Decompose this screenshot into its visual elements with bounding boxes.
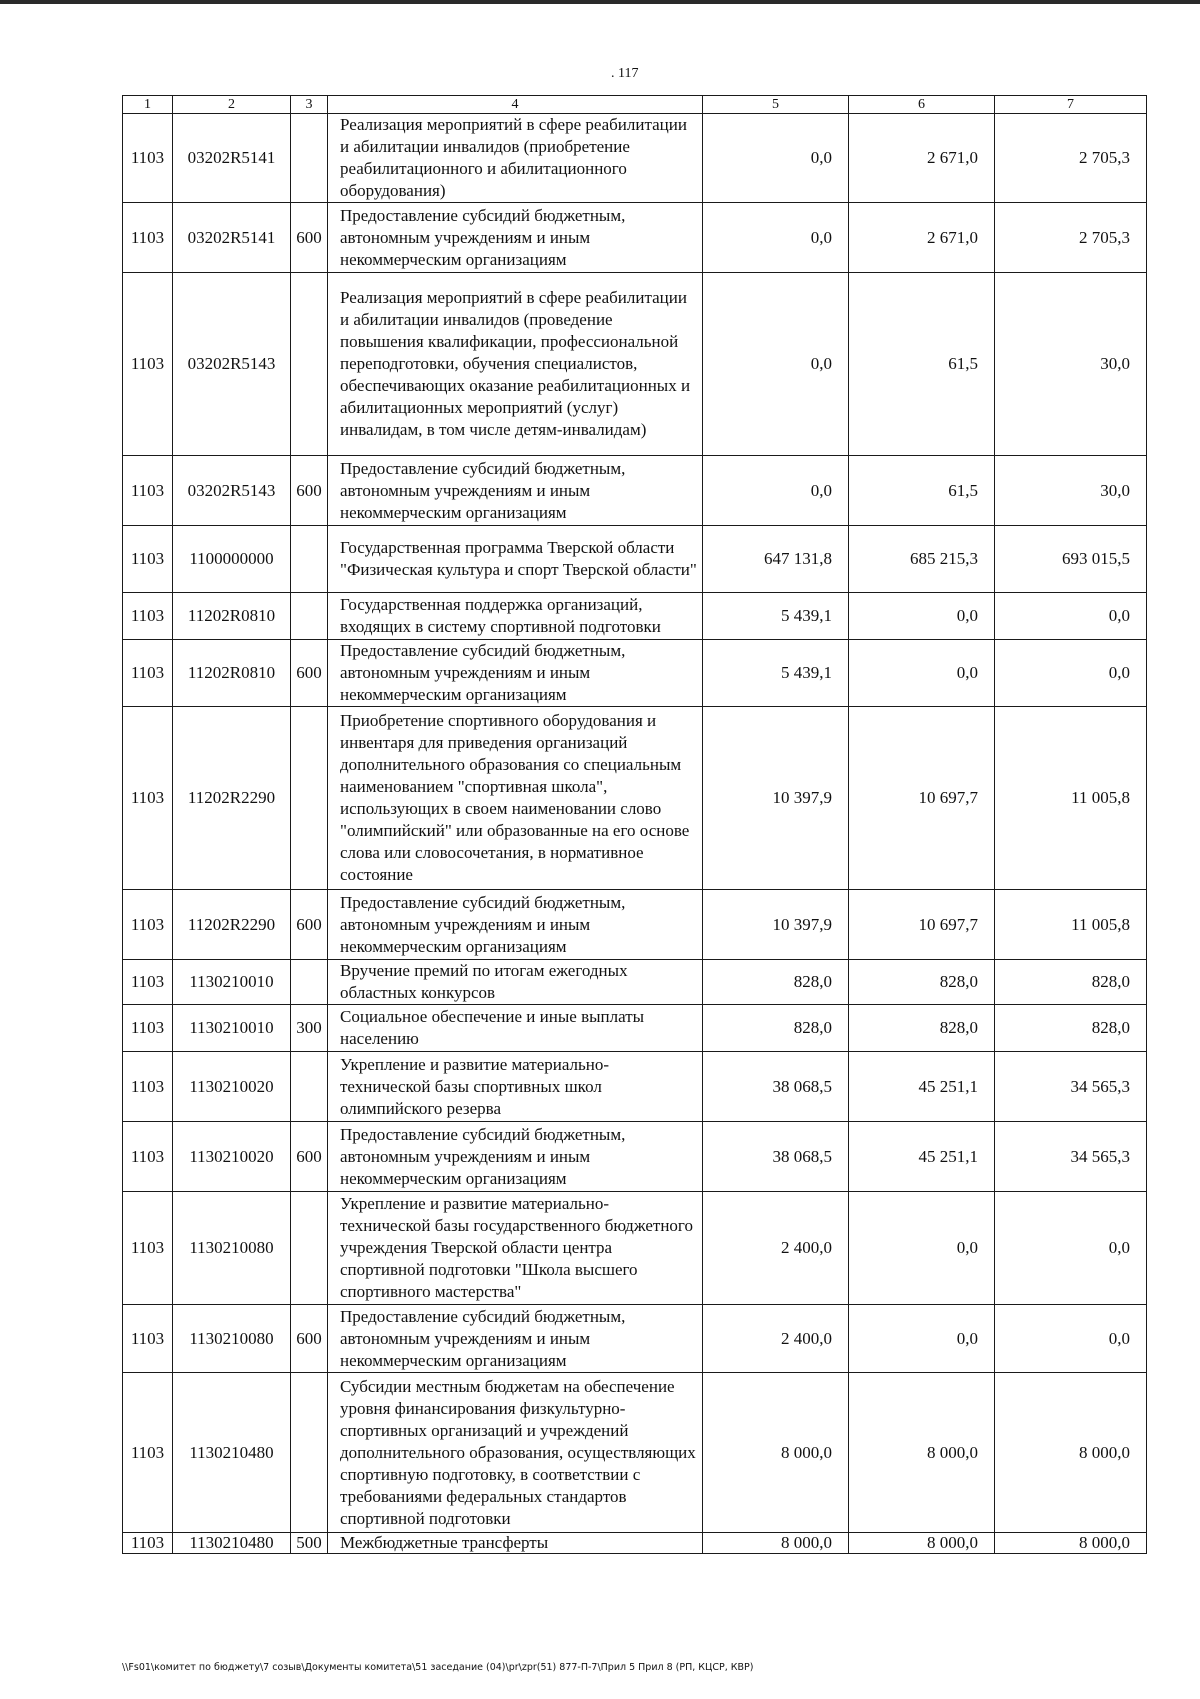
amount-col-7: 0,0	[995, 640, 1147, 707]
expense-type-code: 600	[291, 640, 328, 707]
expense-type-code: 600	[291, 456, 328, 526]
amount-col-6: 10 697,7	[849, 890, 995, 960]
header-col-3: 3	[291, 96, 328, 114]
amount-col-5: 38 068,5	[703, 1052, 849, 1122]
section-code: 1103	[123, 526, 173, 593]
amount-col-5: 2 400,0	[703, 1192, 849, 1305]
target-article-code: 1130210020	[173, 1052, 291, 1122]
expense-type-code	[291, 273, 328, 456]
amount-col-6: 828,0	[849, 960, 995, 1005]
table-row	[123, 1005, 1147, 1052]
target-article-code: 1130210480	[173, 1373, 291, 1533]
section-code: 1103	[123, 456, 173, 526]
amount-col-6: 61,5	[849, 456, 995, 526]
table-row	[123, 890, 1147, 960]
table-row	[123, 593, 1147, 640]
amount-col-5: 5 439,1	[703, 593, 849, 640]
item-name: Социальное обеспечение и иные выплаты населению	[328, 1005, 703, 1052]
amount-col-5: 10 397,9	[703, 890, 849, 960]
amount-col-6: 8 000,0	[849, 1533, 995, 1554]
table-row	[123, 1533, 1147, 1554]
amount-col-6: 0,0	[849, 1305, 995, 1373]
amount-col-5: 38 068,5	[703, 1122, 849, 1192]
amount-col-6: 685 215,3	[849, 526, 995, 593]
amount-col-7: 2 705,3	[995, 114, 1147, 203]
amount-col-5: 8 000,0	[703, 1533, 849, 1554]
section-code: 1103	[123, 1192, 173, 1305]
amount-col-7: 0,0	[995, 1305, 1147, 1373]
amount-col-7: 11 005,8	[995, 890, 1147, 960]
header-col-4: 4	[328, 96, 703, 114]
column-number-row	[123, 96, 1147, 114]
section-code: 1103	[123, 890, 173, 960]
amount-col-7: 8 000,0	[995, 1373, 1147, 1533]
amount-col-5: 0,0	[703, 273, 849, 456]
target-article-code: 1130210010	[173, 960, 291, 1005]
amount-col-6: 45 251,1	[849, 1052, 995, 1122]
amount-col-7: 11 005,8	[995, 707, 1147, 890]
expense-type-code: 500	[291, 1533, 328, 1554]
target-article-code: 03202R5141	[173, 114, 291, 203]
section-code: 1103	[123, 1533, 173, 1554]
expense-type-code: 300	[291, 1005, 328, 1052]
section-code: 1103	[123, 1122, 173, 1192]
table-row	[123, 114, 1147, 203]
item-name: Предоставление субсидий бюджетным, автономным учреждениям и иным некоммерческим организациям	[328, 1122, 703, 1192]
amount-col-6: 2 671,0	[849, 114, 995, 203]
target-article-code: 11202R2290	[173, 890, 291, 960]
expense-type-code	[291, 1052, 328, 1122]
table-row	[123, 640, 1147, 707]
item-name: Вручение премий по итогам ежегодных областных конкурсов	[328, 960, 703, 1005]
amount-col-6: 0,0	[849, 593, 995, 640]
table-row	[123, 707, 1147, 890]
item-name: Реализация мероприятий в сфере реабилитации и абилитации инвалидов (приобретение реабилитационного и абилитационного оборудования)	[328, 114, 703, 203]
amount-col-6: 45 251,1	[849, 1122, 995, 1192]
amount-col-7: 30,0	[995, 273, 1147, 456]
amount-col-7: 0,0	[995, 1192, 1147, 1305]
amount-col-5: 0,0	[703, 203, 849, 273]
target-article-code: 03202R5141	[173, 203, 291, 273]
section-code: 1103	[123, 273, 173, 456]
table-row	[123, 456, 1147, 526]
target-article-code: 1100000000	[173, 526, 291, 593]
target-article-code: 1130210080	[173, 1192, 291, 1305]
budget-table	[122, 95, 1147, 1554]
item-name: Реализация мероприятий в сфере реабилитации и абилитации инвалидов (проведение повышения квалификации, профессиональной переподготовки, обучения специалистов, обеспечивающих оказание реабилитационных и абилитационных мероприятий (услуг) инвалидам, в том числе детям-инвалидам)	[328, 273, 703, 456]
amount-col-7: 34 565,3	[995, 1122, 1147, 1192]
item-name: Приобретение спортивного оборудования и инвентаря для приведения организаций дополнительного образования со специальным наименованием "спортивная школа", использующих в своем наименовании слово "олимпийский" или образованные на его основе слова или словосочетания, в нормативное состояние	[328, 707, 703, 890]
expense-type-code	[291, 707, 328, 890]
target-article-code: 1130210010	[173, 1005, 291, 1052]
amount-col-5: 10 397,9	[703, 707, 849, 890]
amount-col-7: 693 015,5	[995, 526, 1147, 593]
table-row	[123, 1052, 1147, 1122]
expense-type-code	[291, 526, 328, 593]
section-code: 1103	[123, 203, 173, 273]
section-code: 1103	[123, 960, 173, 1005]
section-code: 1103	[123, 707, 173, 890]
item-name: Предоставление субсидий бюджетным, автономным учреждениям и иным некоммерческим организациям	[328, 640, 703, 707]
table-row	[123, 273, 1147, 456]
item-name: Субсидии местным бюджетам на обеспечение уровня финансирования физкультурно-спортивных организаций и учреждений дополнительного образования, осуществляющих спортивную подготовку, в соответствии с требованиями федеральных стандартов спортивной подготовки	[328, 1373, 703, 1533]
amount-col-5: 828,0	[703, 1005, 849, 1052]
top-border-line	[0, 0, 1200, 4]
expense-type-code: 600	[291, 1122, 328, 1192]
table-row	[123, 203, 1147, 273]
section-code: 1103	[123, 640, 173, 707]
table-row	[123, 960, 1147, 1005]
item-name: Укрепление и развитие материально-технической базы спортивных школ олимпийского резерва	[328, 1052, 703, 1122]
expense-type-code: 600	[291, 890, 328, 960]
amount-col-5: 5 439,1	[703, 640, 849, 707]
section-code: 1103	[123, 1005, 173, 1052]
amount-col-7: 828,0	[995, 1005, 1147, 1052]
item-name: Межбюджетные трансферты	[328, 1533, 703, 1554]
section-code: 1103	[123, 1052, 173, 1122]
expense-type-code	[291, 1192, 328, 1305]
target-article-code: 1130210080	[173, 1305, 291, 1373]
target-article-code: 11202R0810	[173, 640, 291, 707]
header-col-1: 1	[123, 96, 173, 114]
item-name: Предоставление субсидий бюджетным, автономным учреждениям и иным некоммерческим организациям	[328, 456, 703, 526]
item-name: Предоставление субсидий бюджетным, автономным учреждениям и иным некоммерческим организациям	[328, 1305, 703, 1373]
amount-col-6: 8 000,0	[849, 1373, 995, 1533]
amount-col-6: 0,0	[849, 640, 995, 707]
expense-type-code: 600	[291, 1305, 328, 1373]
file-path-footer: \\Fs01\комитет по бюджету\7 созыв\Документы комитета\51 заседание (04)\pr\zpr(51) 877-П-7\Прил 5 Прил 8 (РП, КЦСР, КВР)	[122, 1662, 754, 1673]
table-row	[123, 526, 1147, 593]
section-code: 1103	[123, 114, 173, 203]
expense-type-code	[291, 114, 328, 203]
amount-col-5: 0,0	[703, 114, 849, 203]
amount-col-7: 30,0	[995, 456, 1147, 526]
item-name: Предоставление субсидий бюджетным, автономным учреждениям и иным некоммерческим организациям	[328, 890, 703, 960]
expense-type-code: 600	[291, 203, 328, 273]
amount-col-6: 2 671,0	[849, 203, 995, 273]
amount-col-5: 0,0	[703, 456, 849, 526]
amount-col-6: 61,5	[849, 273, 995, 456]
amount-col-7: 8 000,0	[995, 1533, 1147, 1554]
target-article-code: 03202R5143	[173, 273, 291, 456]
table-row	[123, 1122, 1147, 1192]
target-article-code: 1130210480	[173, 1533, 291, 1554]
item-name: Государственная поддержка организаций, входящих в систему спортивной подготовки	[328, 593, 703, 640]
expense-type-code	[291, 593, 328, 640]
amount-col-7: 34 565,3	[995, 1052, 1147, 1122]
item-name: Укрепление и развитие материально-технической базы государственного бюджетного учреждения Тверской области центра спортивной подготовки "Школа высшего спортивного мастерства"	[328, 1192, 703, 1305]
item-name: Предоставление субсидий бюджетным, автономным учреждениям и иным некоммерческим организациям	[328, 203, 703, 273]
table-row	[123, 1192, 1147, 1305]
amount-col-5: 828,0	[703, 960, 849, 1005]
page-number: . 117	[611, 66, 639, 81]
amount-col-6: 10 697,7	[849, 707, 995, 890]
expense-type-code	[291, 960, 328, 1005]
target-article-code: 11202R2290	[173, 707, 291, 890]
amount-col-5: 8 000,0	[703, 1373, 849, 1533]
header-col-5: 5	[703, 96, 849, 114]
table-row	[123, 1305, 1147, 1373]
table-row	[123, 1373, 1147, 1533]
target-article-code: 11202R0810	[173, 593, 291, 640]
header-col-2: 2	[173, 96, 291, 114]
section-code: 1103	[123, 1373, 173, 1533]
amount-col-5: 647 131,8	[703, 526, 849, 593]
amount-col-7: 0,0	[995, 593, 1147, 640]
amount-col-6: 0,0	[849, 1192, 995, 1305]
header-col-7: 7	[995, 96, 1147, 114]
item-name: Государственная программа Тверской области "Физическая культура и спорт Тверской области"	[328, 526, 703, 593]
amount-col-6: 828,0	[849, 1005, 995, 1052]
target-article-code: 1130210020	[173, 1122, 291, 1192]
header-col-6: 6	[849, 96, 995, 114]
section-code: 1103	[123, 593, 173, 640]
expense-type-code	[291, 1373, 328, 1533]
amount-col-7: 828,0	[995, 960, 1147, 1005]
target-article-code: 03202R5143	[173, 456, 291, 526]
amount-col-7: 2 705,3	[995, 203, 1147, 273]
section-code: 1103	[123, 1305, 173, 1373]
amount-col-5: 2 400,0	[703, 1305, 849, 1373]
